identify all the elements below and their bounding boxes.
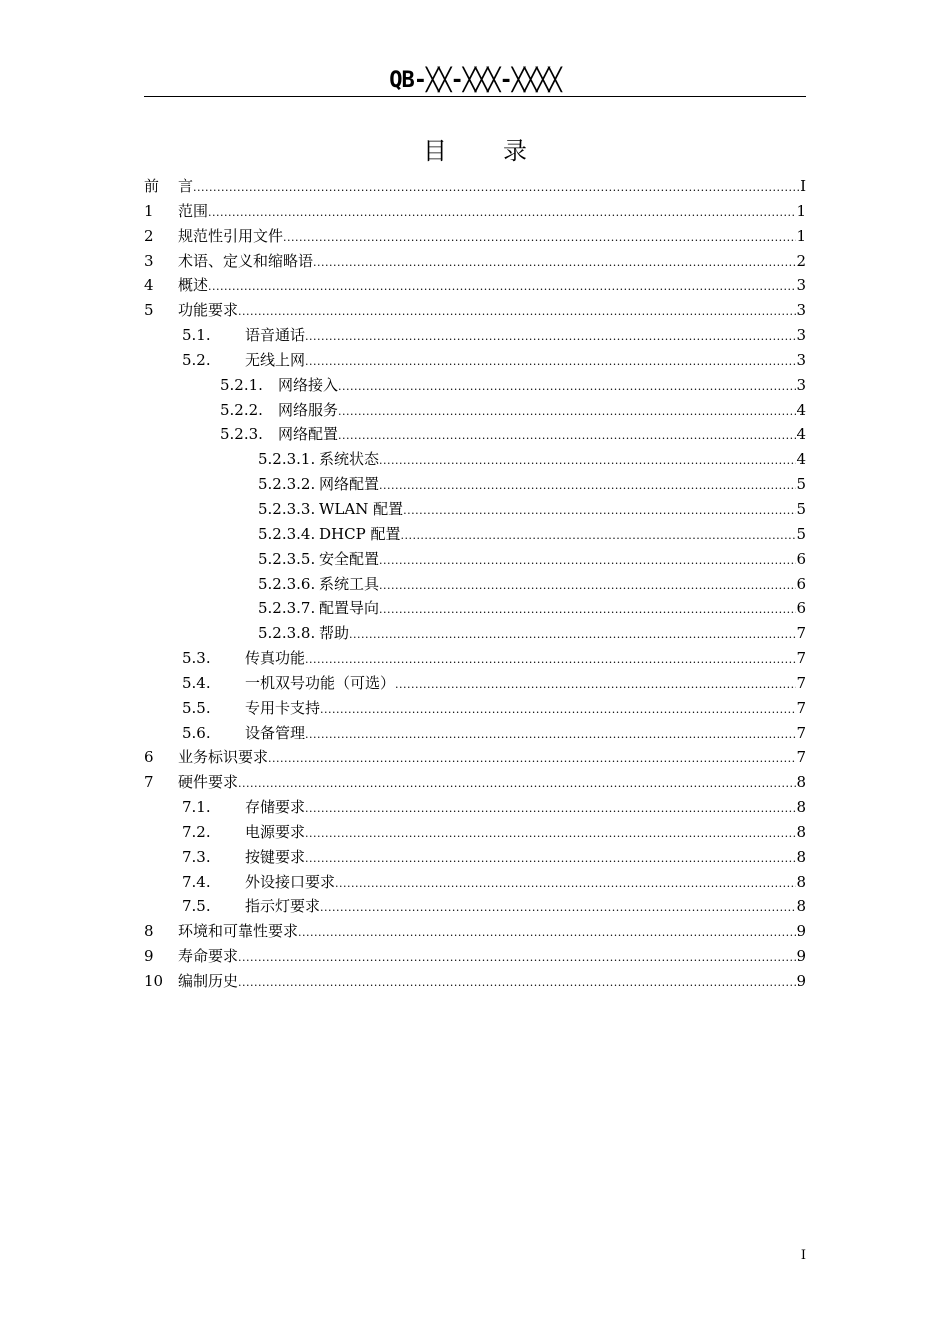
footer-page-number: I bbox=[800, 1248, 806, 1263]
toc-entry[interactable] bbox=[144, 422, 806, 447]
toc-entry-page: 9 bbox=[796, 947, 806, 966]
toc-entry-number: 1 bbox=[144, 201, 154, 220]
toc-entry[interactable] bbox=[144, 447, 806, 472]
toc-entry-label: 网络配置 bbox=[278, 425, 339, 444]
toc-entry-number: 10 bbox=[144, 972, 164, 990]
toc-dot-leader bbox=[379, 474, 796, 499]
toc-entry-number: 5.2.3.3. bbox=[258, 499, 316, 518]
toc-entry[interactable] bbox=[144, 522, 806, 547]
toc-entry-number: 5.2.3. bbox=[220, 425, 263, 444]
toc-entry-page: I bbox=[800, 177, 806, 195]
toc-entry-number: 4 bbox=[144, 276, 154, 295]
toc-entry-number: 9 bbox=[144, 947, 154, 966]
toc-entry[interactable] bbox=[144, 621, 806, 646]
toc-entry-label: 概述 bbox=[178, 276, 209, 295]
toc-entry-page: 4 bbox=[796, 425, 806, 444]
toc-entry-label: 网络配置 bbox=[319, 475, 380, 494]
toc-entry[interactable] bbox=[144, 174, 806, 199]
toc-entry-number: 7.4. bbox=[182, 872, 211, 891]
toc-entry-number: 5.2.3.6. bbox=[258, 574, 316, 593]
toc-entry[interactable] bbox=[144, 870, 806, 895]
toc-entry-label: 系统工具 bbox=[319, 574, 380, 593]
toc-entry-label: 术语、定义和缩略语 bbox=[178, 251, 314, 270]
toc-entry[interactable] bbox=[144, 820, 806, 845]
toc-entry-number: 7.5. bbox=[182, 897, 211, 916]
toc-entry-page: 3 bbox=[796, 350, 806, 369]
toc-entry-label: 网络接入 bbox=[278, 375, 339, 394]
toc-entry-number: 6 bbox=[144, 748, 154, 767]
toc-entry-label: 网络服务 bbox=[278, 400, 339, 419]
toc-entry-page: 4 bbox=[796, 400, 806, 419]
toc-entry[interactable] bbox=[144, 348, 806, 373]
toc-entry-label: DHCP 配置 bbox=[319, 524, 401, 543]
toc-entry-page: 1 bbox=[796, 226, 806, 245]
toc-entry[interactable] bbox=[144, 373, 806, 398]
toc-entry[interactable] bbox=[144, 199, 806, 224]
table-of-contents bbox=[144, 174, 806, 994]
toc-entry-number: 5.4. bbox=[182, 673, 211, 692]
toc-entry-number: 5.5. bbox=[182, 698, 211, 717]
toc-dot-leader bbox=[320, 896, 796, 921]
toc-entry[interactable] bbox=[144, 273, 806, 298]
toc-entry[interactable] bbox=[144, 969, 806, 994]
toc-entry-page: 3 bbox=[796, 375, 806, 394]
toc-entry-label: 专用卡支持 bbox=[245, 698, 321, 717]
toc-dot-leader bbox=[338, 424, 796, 449]
toc-entry-number: 5 bbox=[144, 301, 154, 320]
toc-dot-leader bbox=[305, 847, 796, 872]
toc-entry-label: WLAN 配置 bbox=[319, 499, 404, 518]
toc-entry-page: 7 bbox=[796, 673, 806, 692]
toc-dot-leader bbox=[349, 623, 796, 648]
toc-dot-leader bbox=[208, 201, 796, 226]
toc-dot-leader bbox=[305, 797, 796, 822]
toc-entry-label: 按键要求 bbox=[245, 847, 306, 866]
toc-entry[interactable] bbox=[144, 944, 806, 969]
toc-entry-page: 9 bbox=[796, 972, 806, 990]
toc-entry-label: 编制历史 bbox=[178, 972, 239, 990]
toc-entry-page: 7 bbox=[796, 649, 806, 668]
toc-dot-leader bbox=[379, 549, 796, 574]
toc-entry[interactable] bbox=[144, 323, 806, 348]
toc-entry-page: 8 bbox=[796, 872, 806, 891]
toc-entry-page: 6 bbox=[796, 574, 806, 593]
toc-entry-label: 规范性引用文件 bbox=[178, 226, 284, 245]
toc-dot-leader bbox=[305, 648, 796, 673]
toc-entry-label: 环境和可靠性要求 bbox=[178, 922, 299, 941]
toc-entry-label: 传真功能 bbox=[245, 649, 306, 668]
toc-entry[interactable] bbox=[144, 919, 806, 944]
toc-entry-number: 2 bbox=[144, 226, 154, 245]
toc-dot-leader bbox=[305, 723, 796, 748]
toc-entry[interactable] bbox=[144, 249, 806, 274]
toc-entry-page: 7 bbox=[796, 723, 806, 742]
toc-entry-label: 硬件要求 bbox=[178, 773, 239, 792]
toc-entry-number: 5.2.3.5. bbox=[258, 549, 316, 568]
toc-entry[interactable] bbox=[144, 646, 806, 671]
toc-entry-number: 7.2. bbox=[182, 822, 211, 841]
toc-entry-page: 7 bbox=[796, 698, 806, 717]
toc-dot-leader bbox=[298, 921, 796, 946]
toc-entry-page: 7 bbox=[796, 624, 806, 643]
toc-dot-leader bbox=[379, 574, 796, 599]
toc-entry[interactable] bbox=[144, 721, 806, 746]
toc-title bbox=[144, 136, 806, 166]
toc-dot-leader bbox=[379, 449, 796, 474]
toc-entry-number: 5.1. bbox=[182, 326, 211, 345]
toc-entry[interactable] bbox=[144, 745, 806, 770]
toc-entry[interactable] bbox=[144, 497, 806, 522]
toc-entry-number: 5.2.3.1. bbox=[258, 450, 316, 469]
toc-dot-leader bbox=[238, 300, 796, 325]
toc-dot-leader bbox=[400, 524, 796, 549]
toc-entry-label: 帮助 bbox=[319, 624, 350, 643]
toc-entry-number: 5.2.3.8. bbox=[258, 624, 316, 643]
toc-entry[interactable] bbox=[144, 398, 806, 423]
toc-dot-leader bbox=[268, 747, 796, 772]
toc-dot-leader bbox=[238, 971, 796, 996]
toc-entry-number: 5.3. bbox=[182, 649, 211, 668]
toc-dot-leader bbox=[208, 275, 796, 300]
toc-entry-number: 3 bbox=[144, 251, 154, 270]
toc-entry[interactable] bbox=[144, 770, 806, 795]
toc-dot-leader bbox=[335, 872, 796, 897]
toc-entry-label: 安全配置 bbox=[319, 549, 380, 568]
toc-entry[interactable] bbox=[144, 845, 806, 870]
toc-entry[interactable] bbox=[144, 298, 806, 323]
toc-dot-leader bbox=[305, 325, 796, 350]
toc-entry-page: 8 bbox=[796, 773, 806, 792]
toc-dot-leader bbox=[395, 673, 796, 698]
toc-entry-page: 5 bbox=[796, 524, 806, 543]
toc-dot-leader bbox=[338, 400, 796, 425]
toc-entry-label: 设备管理 bbox=[245, 723, 306, 742]
document-code: QB-╳╳-╳╳╳-╳╳╳╳ bbox=[389, 68, 561, 93]
toc-entry-number: 7.3. bbox=[182, 847, 211, 866]
toc-entry-page: 8 bbox=[796, 798, 806, 817]
toc-title-char-2: 录 bbox=[503, 137, 527, 165]
toc-entry[interactable] bbox=[144, 547, 806, 572]
toc-entry-page: 8 bbox=[796, 822, 806, 841]
toc-dot-leader bbox=[403, 499, 796, 524]
toc-entry-label: 范围 bbox=[178, 201, 209, 220]
toc-dot-leader bbox=[320, 698, 796, 723]
toc-entry[interactable] bbox=[144, 894, 806, 919]
toc-dot-leader bbox=[379, 598, 796, 623]
toc-entry-label: 指示灯要求 bbox=[245, 897, 321, 916]
toc-entry-page: 4 bbox=[796, 450, 806, 469]
toc-entry-page: 5 bbox=[796, 499, 806, 518]
toc-entry[interactable] bbox=[144, 795, 806, 820]
toc-entry[interactable] bbox=[144, 572, 806, 597]
toc-entry-page: 2 bbox=[796, 251, 806, 270]
toc-entry[interactable] bbox=[144, 472, 806, 497]
toc-entry-label: 寿命要求 bbox=[178, 947, 239, 966]
toc-entry-page: 6 bbox=[796, 599, 806, 618]
toc-entry-label: 外设接口要求 bbox=[245, 872, 336, 891]
toc-entry-label: 言 bbox=[178, 177, 194, 195]
toc-entry[interactable] bbox=[144, 224, 806, 249]
toc-entry-number: 5.2.3.7. bbox=[258, 599, 316, 618]
toc-dot-leader bbox=[305, 822, 796, 847]
toc-entry-number: 5.2.2. bbox=[220, 400, 263, 419]
toc-dot-leader bbox=[283, 226, 796, 251]
toc-entry-label: 电源要求 bbox=[245, 822, 306, 841]
toc-entry[interactable] bbox=[144, 696, 806, 721]
toc-entry-number: 5.2.1. bbox=[220, 375, 263, 394]
toc-entry-label: 配置导向 bbox=[319, 599, 380, 618]
toc-entry-page: 9 bbox=[796, 922, 806, 941]
toc-entry[interactable] bbox=[144, 671, 806, 696]
toc-entry-label: 无线上网 bbox=[245, 350, 306, 369]
toc-entry-number: 5.6. bbox=[182, 723, 211, 742]
toc-entry-number: 前 bbox=[144, 177, 160, 195]
toc-entry-page: 3 bbox=[796, 276, 806, 295]
page-header bbox=[144, 66, 806, 97]
toc-entry-page: 8 bbox=[796, 847, 806, 866]
toc-entry-number: 5.2.3.2. bbox=[258, 475, 316, 494]
toc-entry-number: 5.2. bbox=[182, 350, 211, 369]
toc-dot-leader bbox=[305, 350, 796, 375]
toc-entry-number: 8 bbox=[144, 922, 154, 941]
toc-entry-page: 3 bbox=[796, 326, 806, 345]
toc-dot-leader bbox=[338, 375, 796, 400]
toc-dot-leader bbox=[238, 946, 796, 971]
toc-entry-page: 5 bbox=[796, 475, 806, 494]
toc-dot-leader bbox=[313, 251, 796, 276]
toc-entry-label: 存储要求 bbox=[245, 798, 306, 817]
toc-entry-number: 7 bbox=[144, 773, 154, 792]
toc-entry-page: 7 bbox=[796, 748, 806, 767]
toc-entry-label: 语音通话 bbox=[245, 326, 306, 345]
toc-entry-page: 8 bbox=[796, 897, 806, 916]
toc-entry-label: 功能要求 bbox=[178, 301, 239, 320]
toc-entry-label: 一机双号功能（可选） bbox=[245, 673, 396, 692]
toc-entry-page: 6 bbox=[796, 549, 806, 568]
toc-entry-number: 7.1. bbox=[182, 798, 211, 817]
toc-title-char-1: 目 bbox=[423, 137, 447, 165]
toc-dot-leader bbox=[238, 772, 796, 797]
toc-dot-leader bbox=[193, 176, 800, 201]
toc-entry-number: 5.2.3.4. bbox=[258, 524, 316, 543]
toc-entry[interactable] bbox=[144, 596, 806, 621]
toc-entry-label: 系统状态 bbox=[319, 450, 380, 469]
toc-entry-page: 3 bbox=[796, 301, 806, 320]
toc-entry-label: 业务标识要求 bbox=[178, 748, 269, 767]
toc-entry-page: 1 bbox=[796, 201, 806, 220]
